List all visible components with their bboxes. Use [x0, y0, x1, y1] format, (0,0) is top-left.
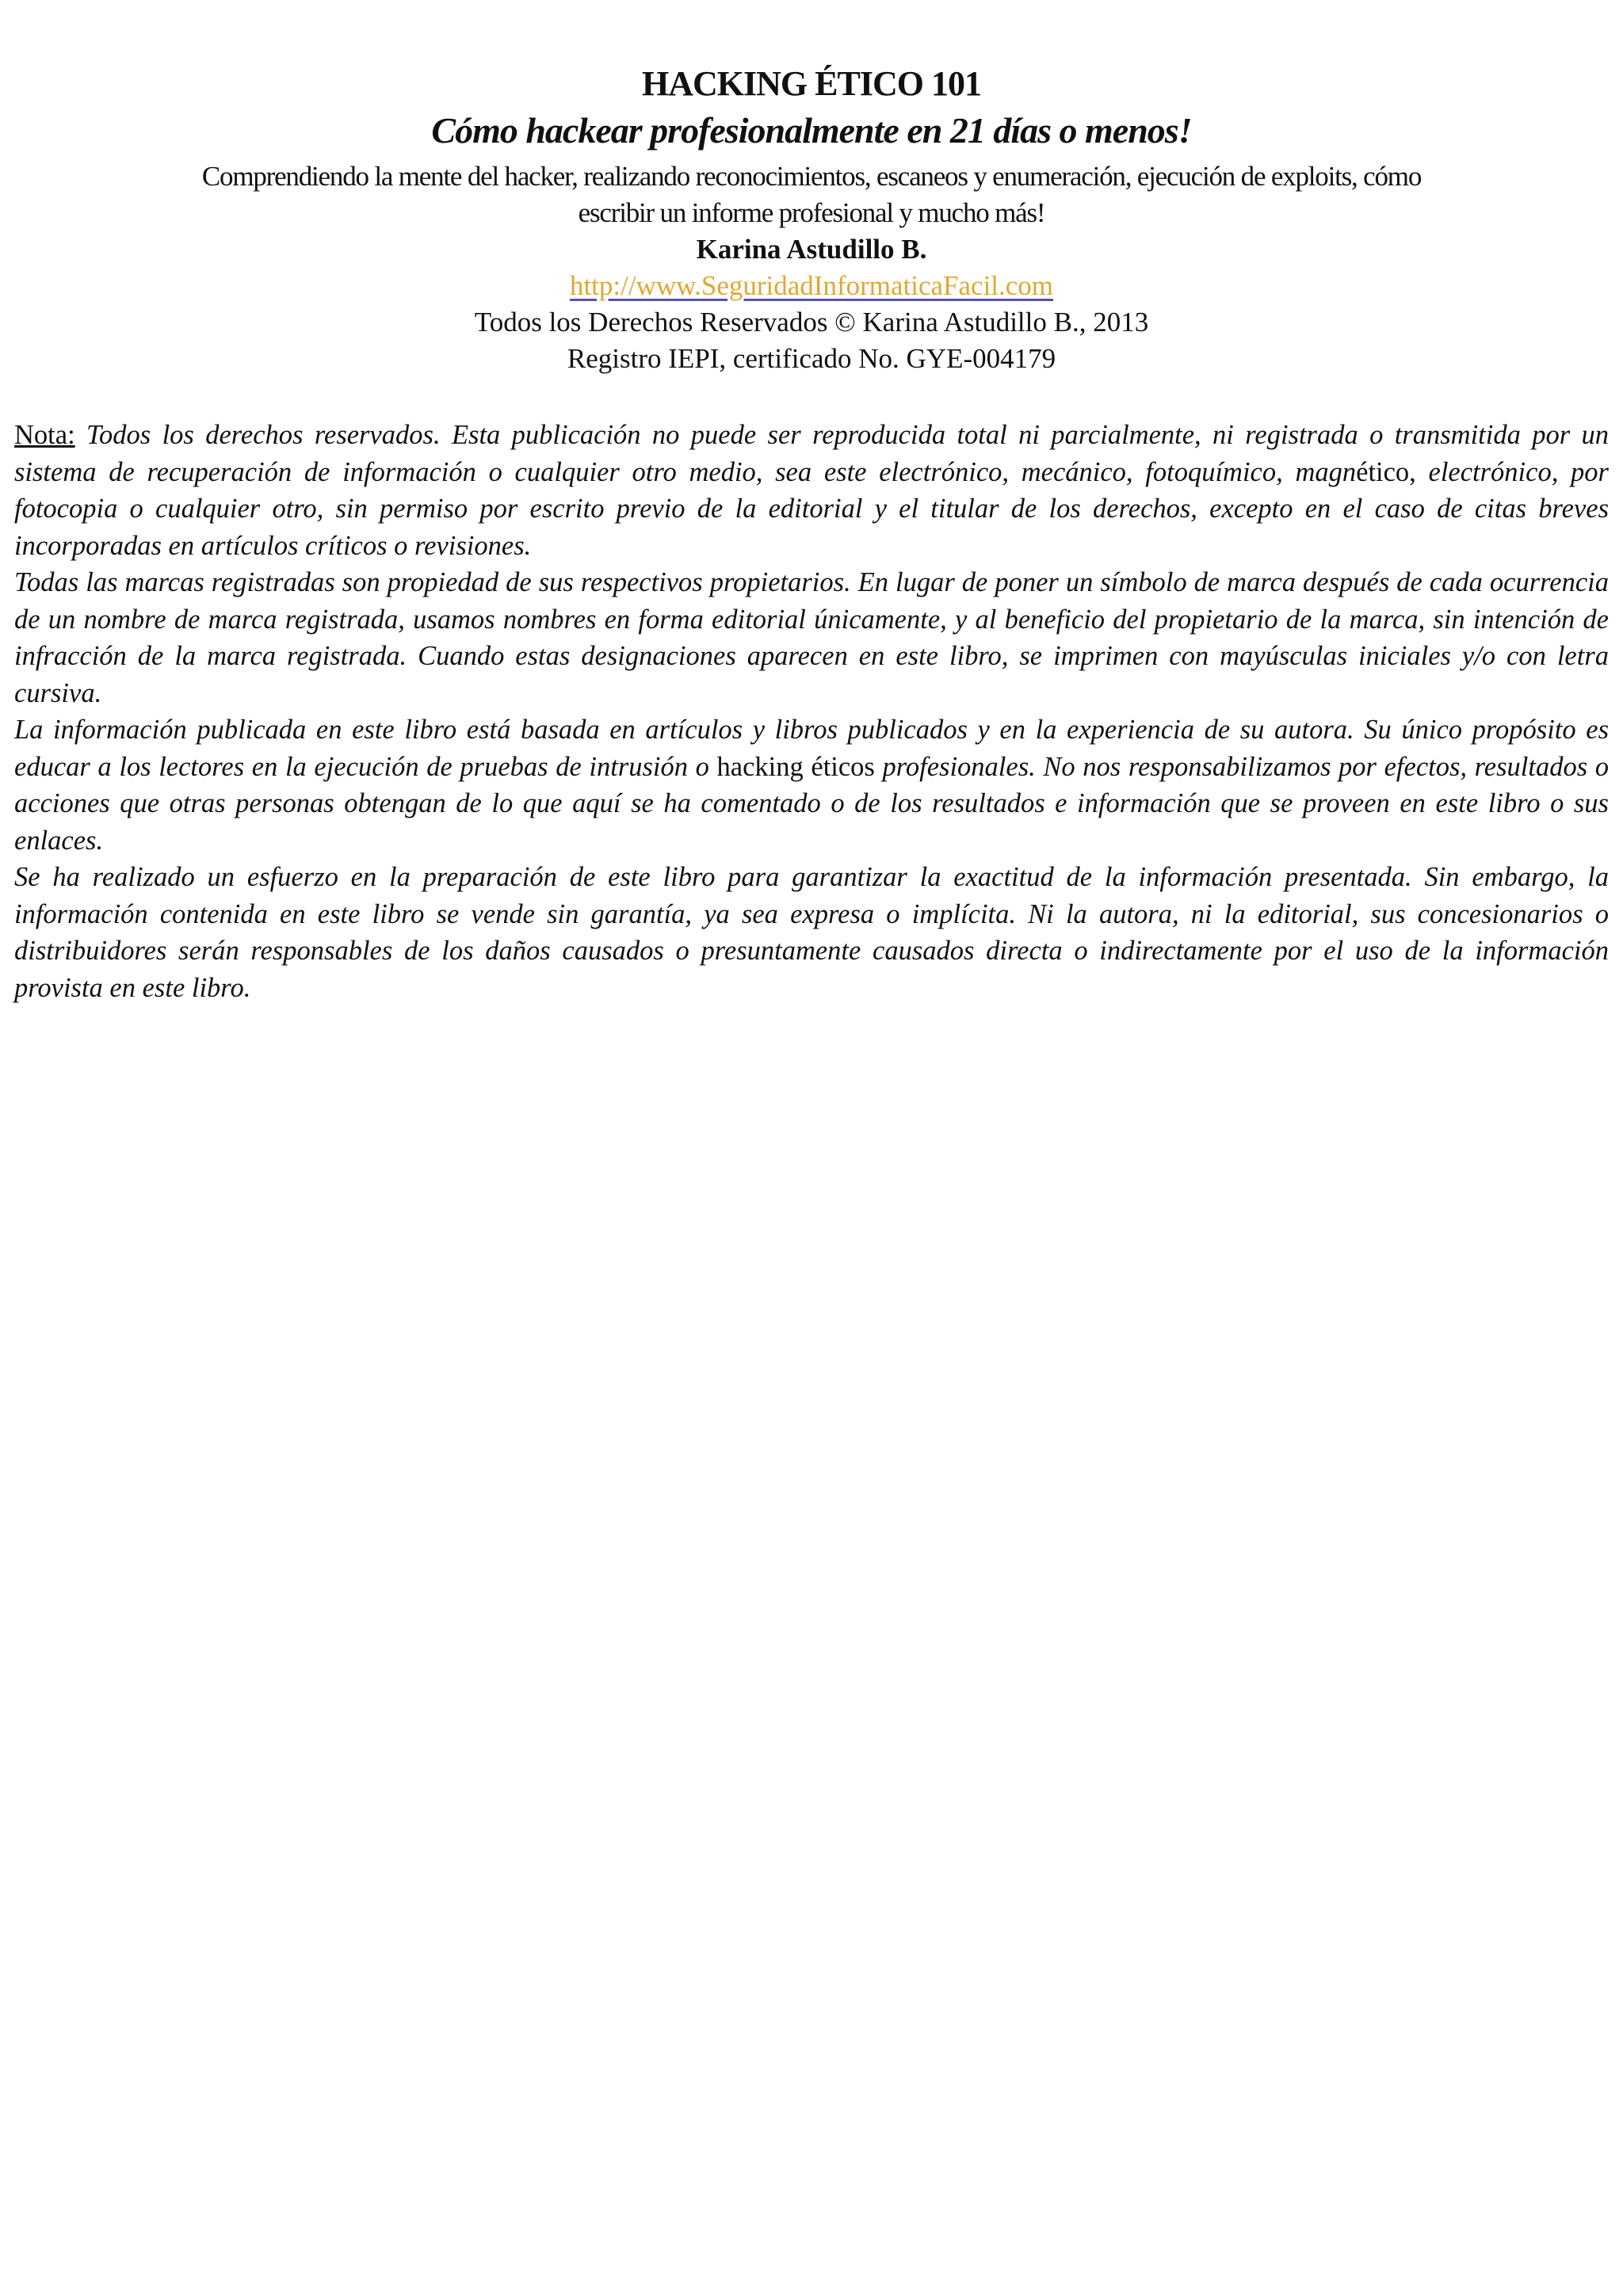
nota-label: Nota:	[14, 420, 75, 450]
paragraph-text: Todos los derechos reservados. Esta publicación no puede ser reproducida total ni parcialmente, ni registrada o transmitida por un sistema de recuperación de información o cualquier otro medio, sea este electrónico, mecánico, fotoquímico, magn	[14, 420, 1609, 487]
paragraph-text-upright: hacking éticos	[716, 751, 875, 782]
legal-notice-body	[14, 417, 1609, 1006]
paragraph-purpose	[14, 711, 1609, 859]
paragraph-text: La información publicada en este libro está basada en artículos y libros publicados y en la experiencia de su autora. Su único propósito es educar a los lectores en la ejecución de pruebas de intrusión o	[14, 715, 1609, 782]
author-name: Karina Astudillo B.	[696, 234, 927, 265]
paragraph-text: profesionales. No nos responsabilizamos por efectos, resultados o acciones que otras personas obtengan de lo que aquí se ha comentado o de los resultados e información que se proveen en este libro o sus enlaces.	[14, 751, 1610, 856]
book-title: HACKING ÉTICO 101	[642, 64, 981, 103]
website-link[interactable]: http://www.SeguridadInformaticaFacil.com	[569, 270, 1054, 301]
paragraph-disclaimer: Se ha realizado un esfuerzo en la preparación de este libro para garantizar la exactitud de la información presentada. Sin embargo, la información contenida en este libro se vende sin garantía, ya sea expresa o implícita. Ni la autora, ni la editorial, sus concesionarios o distribuidores serán responsables de los daños causados o presuntamente causados directa o indirectamente por el uso de la información provista en este libro.	[14, 862, 1609, 1003]
description-line-1: Comprendiendo la mente del hacker, realizando reconocimientos, escaneos y enumeración, ejecución de exploits, cómo	[201, 161, 1422, 192]
book-subtitle: Cómo hackear profesionalmente en 21 días o menos!	[431, 110, 1192, 151]
copyright-notice: Todos los Derechos Reservados © Karina Astudillo B., 2013	[474, 307, 1149, 338]
paragraph-rights-reserved	[14, 417, 1609, 564]
registration-number: Registro IEPI, certificado No. GYE-004179	[567, 343, 1056, 374]
url-line	[0, 268, 1623, 304]
paragraph-text-upright: ético,	[1356, 456, 1416, 487]
paragraph-trademarks: Todas las marcas registradas son propiedad de sus respectivos propietarios. En lugar de poner un símbolo de marca después de cada ocurrencia de un nombre de marca registrada, usamos nombres en forma editorial únicamente, y al beneficio del propietario de la marca, sin intención de infracción de la marca registrada. Cuando estas designaciones aparecen en este libro, se imprimen con mayúsculas iniciales y/o con letra cursiva.	[14, 567, 1609, 708]
paragraph-text: electrónico, por fotocopia o cualquier otro, sin permiso por escrito previo de la editorial y el titular de los derechos, excepto en el caso de citas breves incorporadas en artículos críticos o revisiones.	[14, 456, 1609, 561]
description-line-2: escribir un informe profesional y mucho más!	[578, 197, 1045, 228]
